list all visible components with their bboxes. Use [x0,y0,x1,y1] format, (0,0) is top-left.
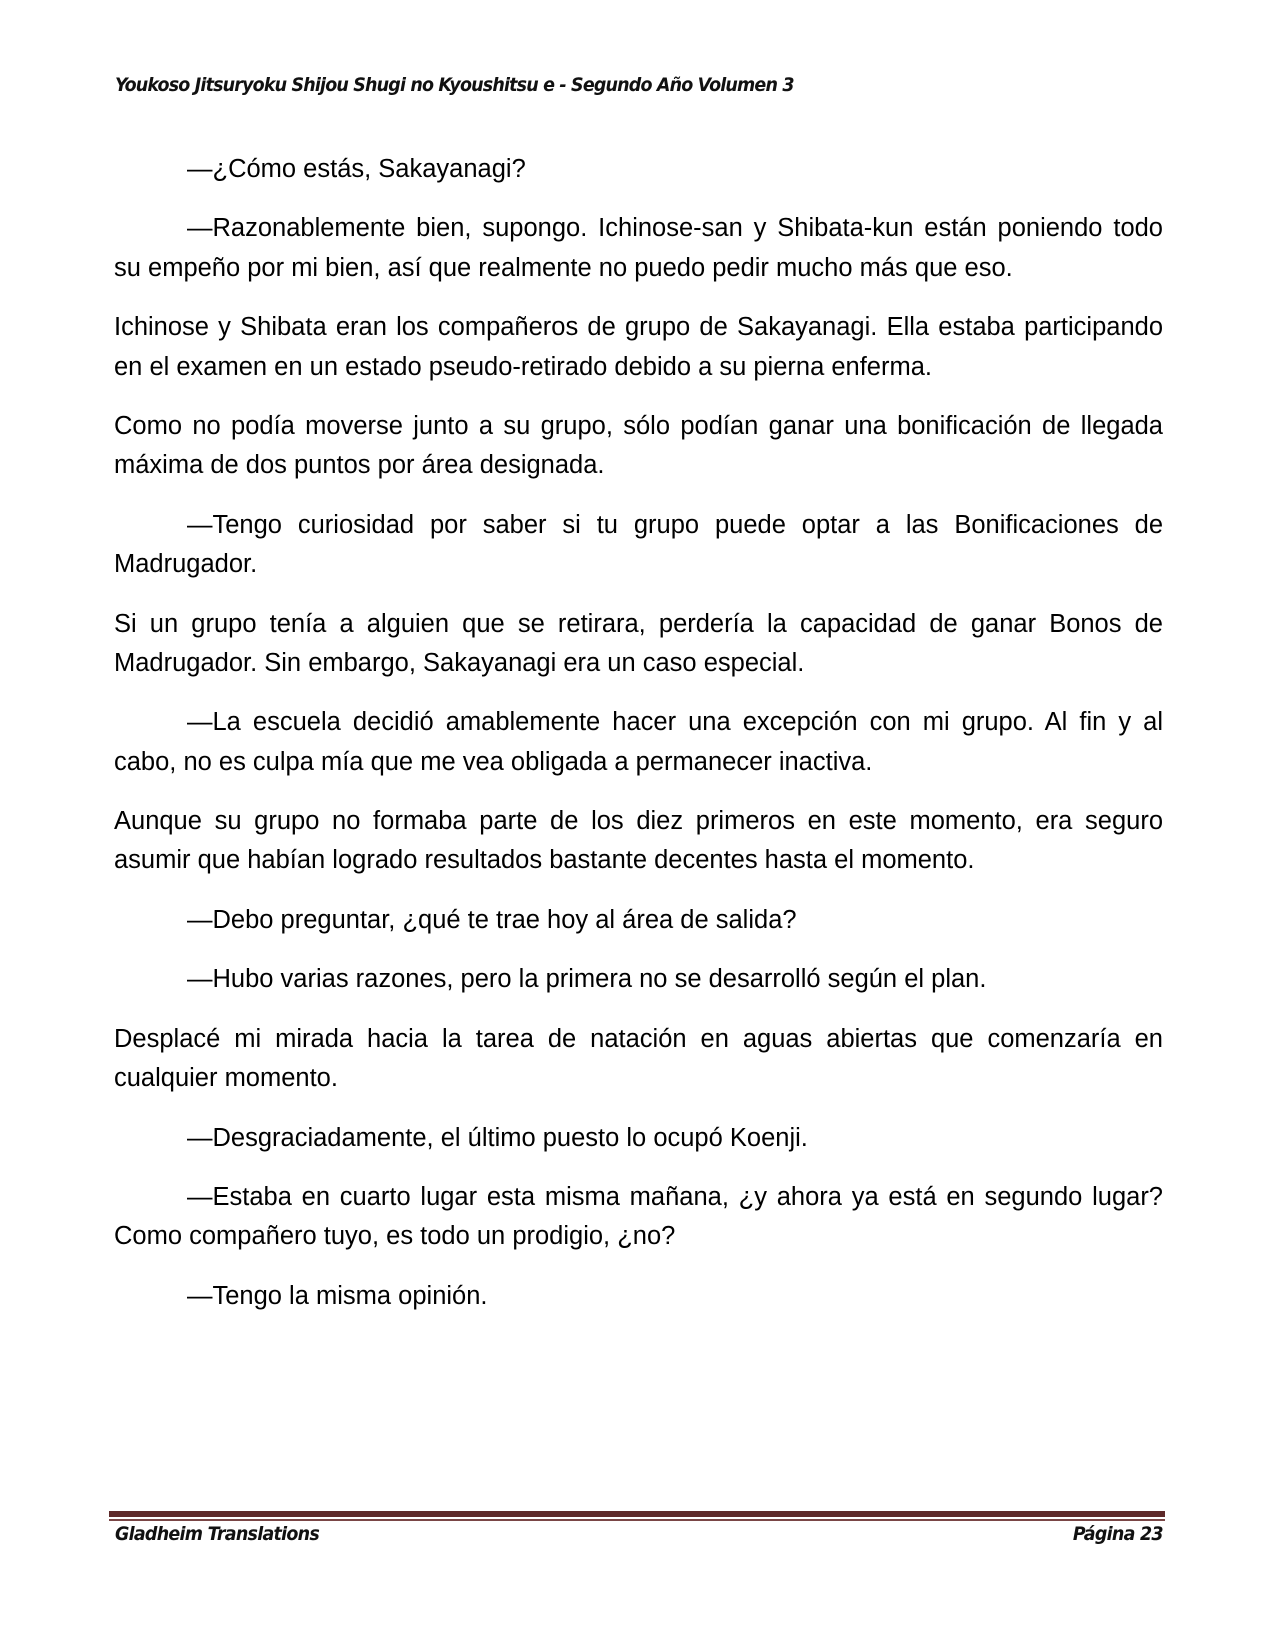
paragraph-dialogue: —Hubo varias razones, pero la primera no se desarrolló según el plan. [187,965,987,994]
running-header: Youkoso Jitsuryoku Shijou Shugi no Kyoushitsu e - Segundo Año Volumen 3 [115,74,794,96]
paragraph-narration: Aunque su grupo no formaba parte de los diez primeros en este momento, era seguro asumir que habían logrado resultados bastante decentes hasta el momento. [114,807,1163,875]
paragraph-dialogue: —La escuela decidió amablemente hacer una excepción con mi grupo. Al fin y al cabo, no es culpa mía que me vea obligada a permanecer inactiva. [114,708,1163,776]
paragraph-dialogue: —Debo preguntar, ¿qué te trae hoy al área de salida? [187,905,797,934]
paragraph-dialogue: —Tengo curiosidad por saber si tu grupo puede optar a las Bonificaciones de Madrugador. [114,510,1163,579]
footer-rule [109,1511,1165,1517]
footer-rule-thin [109,1519,1165,1521]
footer-credit: Gladheim Translations [115,1523,320,1545]
paragraph-narration: Si un grupo tenía a alguien que se retirara, perdería la capacidad de ganar Bonos de Madrugador. Sin embargo, Sakayanagi era un caso especial. [114,609,1163,677]
paragraph-narration: Desplacé mi mirada hacia la tarea de natación en aguas abiertas que comenzaría en cualquier momento. [114,1024,1163,1093]
paragraph-dialogue: —Razonablemente bien, supongo. Ichinose-san y Shibata-kun están poniendo todo su empeño por mi bien, así que realmente no puedo pedir mucho más que eso. [114,214,1163,282]
paragraph-dialogue: —Tengo la misma opinión. [187,1281,488,1310]
paragraph-narration: Ichinose y Shibata eran los compañeros de grupo de Sakayanagi. Ella estaba participando en el examen en un estado pseudo-retirado debido a su pierna enferma. [114,313,1163,381]
paragraph-dialogue: —Desgraciadamente, el último puesto lo ocupó Koenji. [187,1123,808,1152]
paragraph-dialogue: —Estaba en cuarto lugar esta misma mañana, ¿y ahora ya está en segundo lugar? Como compañero tuyo, es todo un prodigio, ¿no? [114,1183,1163,1251]
paragraph-narration: Como no podía moverse junto a su grupo, sólo podían ganar una bonificación de llegada máxima de dos puntos por área designada. [114,412,1163,480]
body-text [114,150,1163,1336]
paragraph-dialogue: —¿Cómo estás, Sakayanagi? [187,155,526,183]
page-number: Página 23 [1072,1523,1163,1545]
